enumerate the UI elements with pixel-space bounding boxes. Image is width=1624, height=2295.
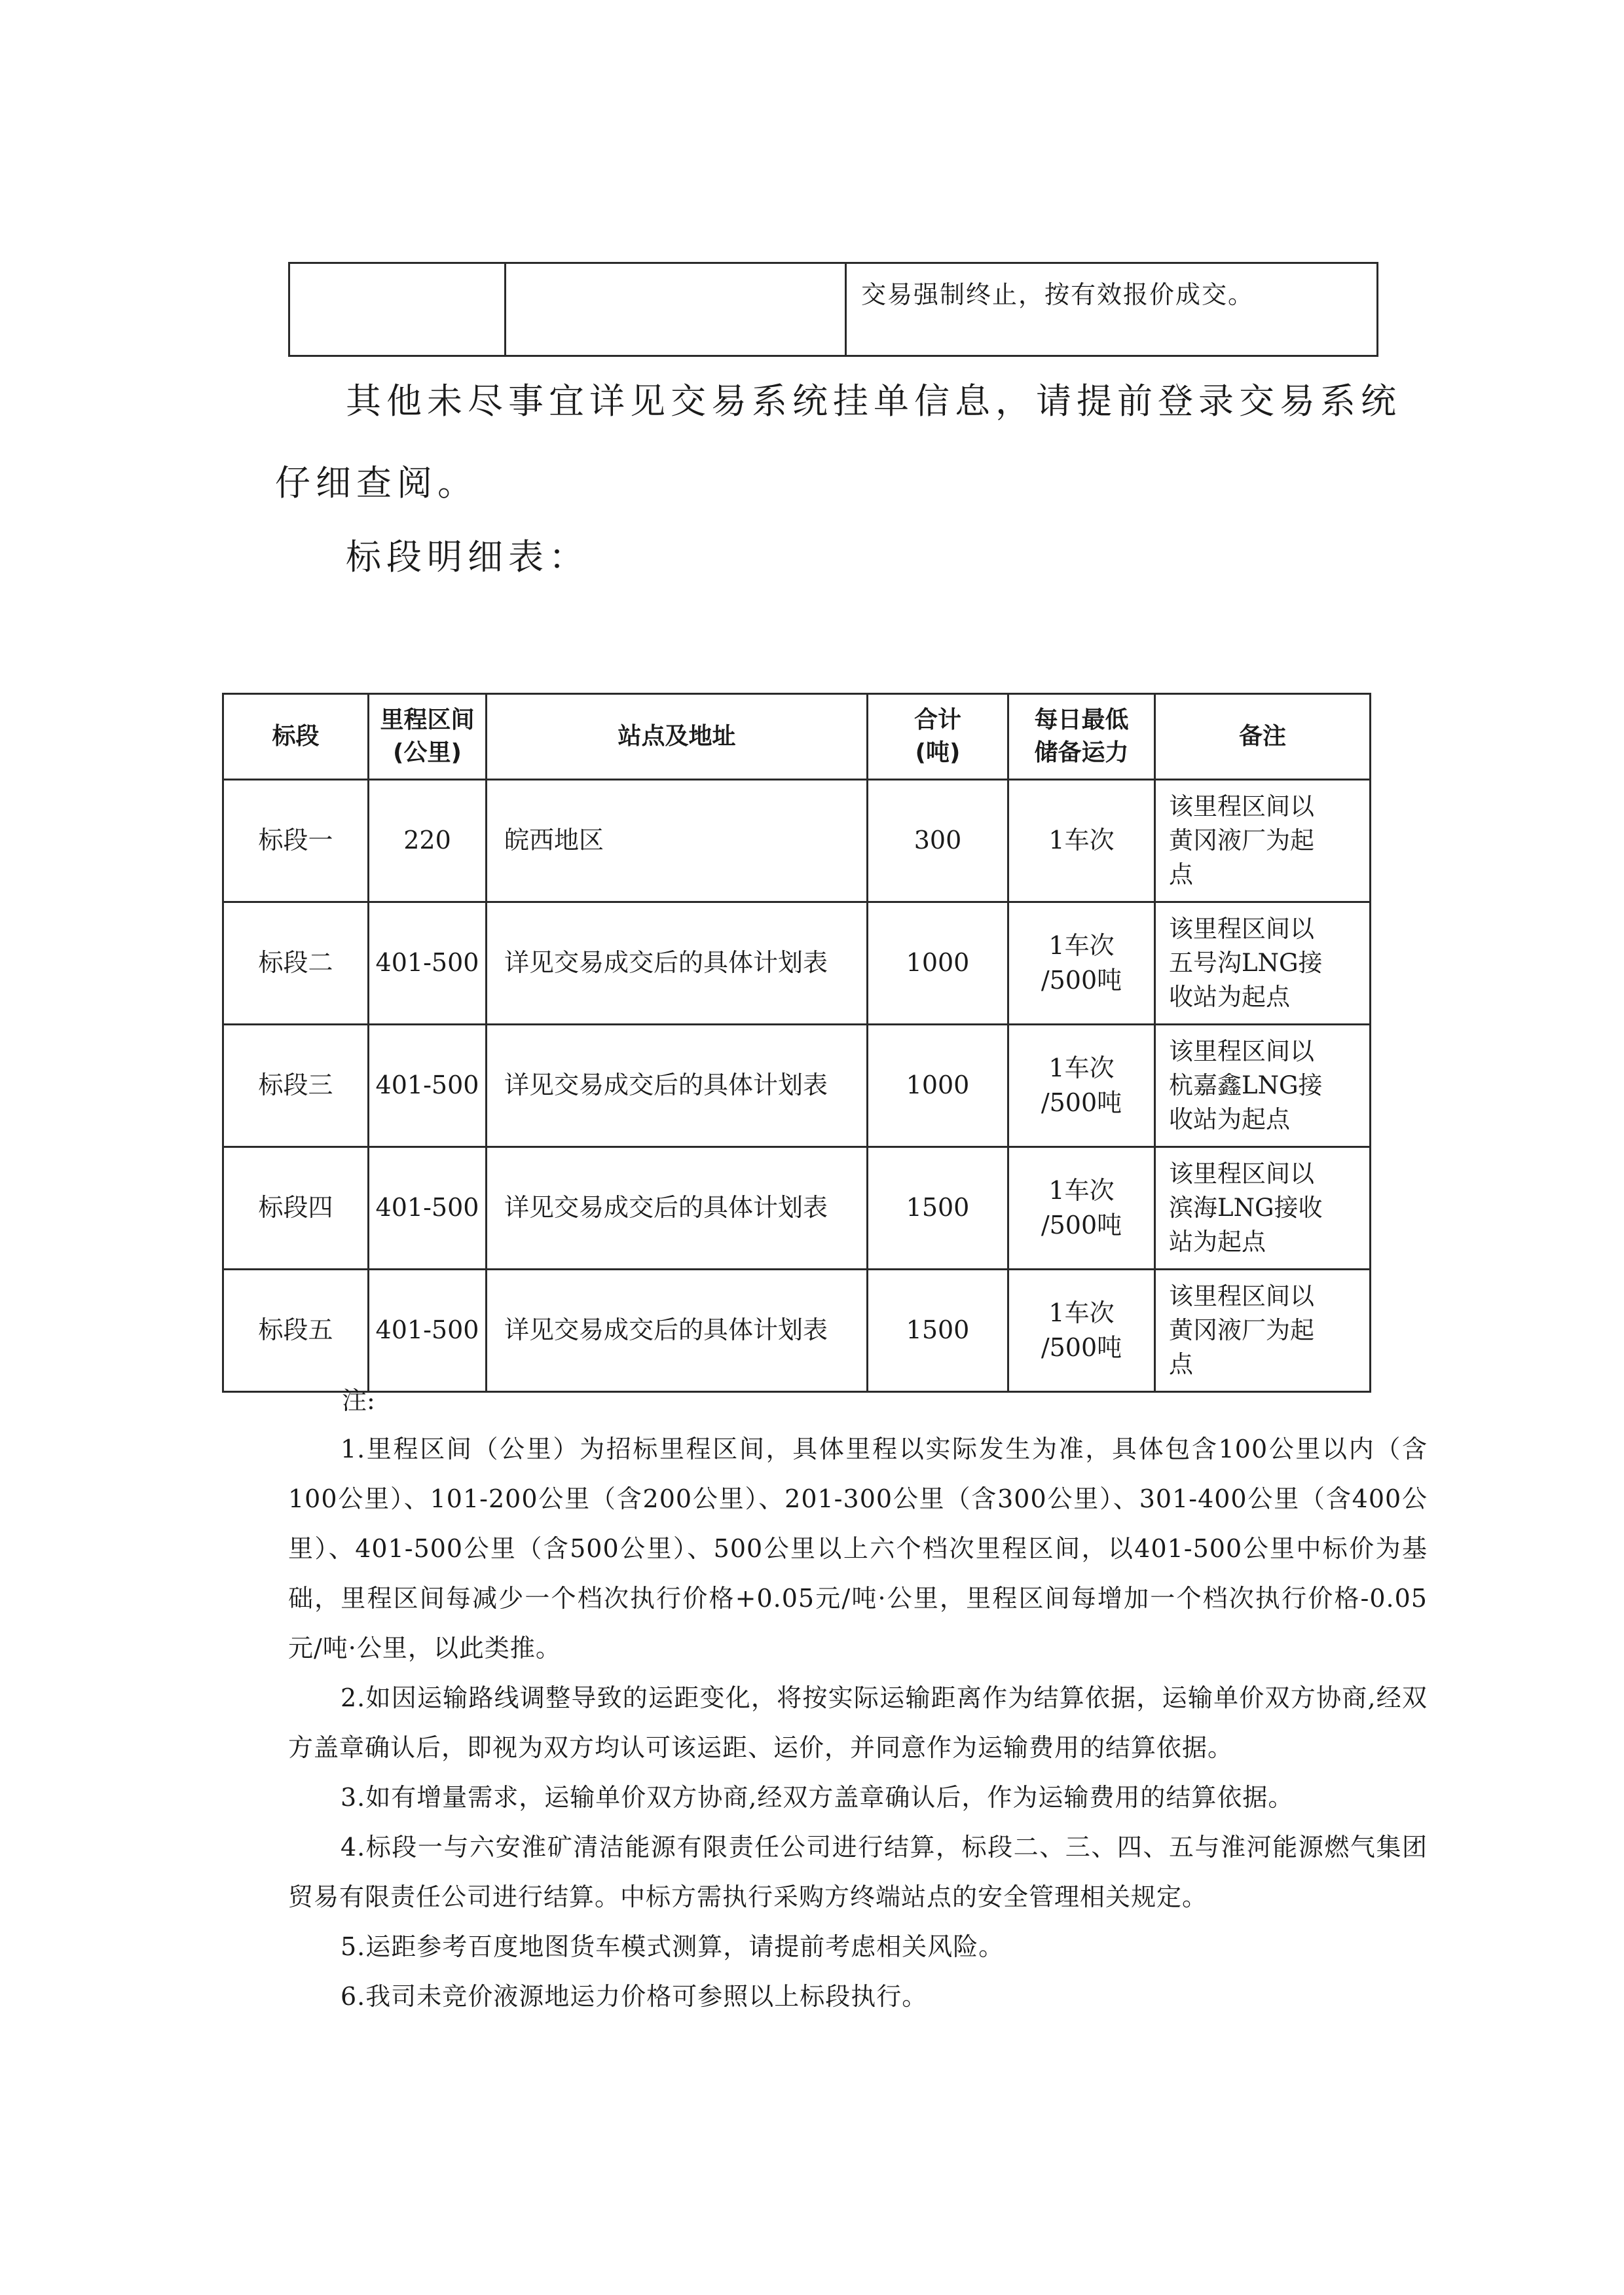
paragraph-line-2: 仔细查阅。	[275, 462, 478, 504]
header-station: 站点及地址	[487, 694, 868, 780]
cell-capacity: 1车次 /500吨	[1008, 1270, 1155, 1392]
cell-station: 详见交易成交后的具体计划表	[487, 1025, 868, 1147]
cell-total: 1500	[868, 1270, 1008, 1392]
empty-cell	[289, 263, 506, 356]
notes-label: 注:	[342, 1386, 375, 1415]
table-row	[223, 780, 1371, 902]
cell-mileage: 401-500	[369, 1147, 487, 1270]
cell-capacity: 1车次 /500吨	[1008, 1025, 1155, 1147]
table-header-row	[223, 694, 1371, 780]
table-row	[223, 1147, 1371, 1270]
header-total: 合计 (吨)	[868, 694, 1008, 780]
cell-section: 标段一	[223, 780, 369, 902]
table-row	[289, 263, 1378, 356]
notes-list	[288, 1424, 1428, 2021]
cell-capacity: 1车次	[1008, 780, 1155, 902]
cell-section: 标段四	[223, 1147, 369, 1270]
cell-total: 1000	[868, 1025, 1008, 1147]
cell-remark: 该里程区间以 杭嘉鑫LNG接 收站为起点	[1155, 1025, 1371, 1147]
cell-total: 1500	[868, 1147, 1008, 1270]
cell-mileage: 401-500	[369, 902, 487, 1025]
header-remark: 备注	[1155, 694, 1371, 780]
note-item: 1.里程区间（公里）为招标里程区间，具体里程以实际发生为准，具体包含100公里以内（含100公里）、101-200公里（含200公里）、201-300公里（含300公里）、301-400公里（含400公里）、401-500公里（含500公里）、500公里以上六个档次里程区间，以401-500公里中标价为基础，里程区间每减少一个档次执行价格+0.05元/吨·公里，里程区间每增加一个档次执行价格-0.05元/吨·公里，以此类推。	[288, 1435, 1428, 1662]
note-item: 6.我司未竞价液源地运力价格可参照以上标段执行。	[341, 1982, 928, 2011]
header-mileage: 里程区间 (公里)	[369, 694, 487, 780]
cell-section: 标段五	[223, 1270, 369, 1392]
cell-mileage: 220	[369, 780, 487, 902]
note-item: 2.如因运输路线调整导致的运距变化，将按实际运输距离作为结算依据，运输单价双方协商,经双方盖章确认后，即视为双方均认可该运距、运价，并同意作为运输费用的结算依据。	[288, 1683, 1428, 1762]
table-row	[223, 1270, 1371, 1392]
note-item: 3.如有增量需求，运输单价双方协商,经双方盖章确认后，作为运输费用的结算依据。	[341, 1783, 1294, 1812]
continuation-table	[288, 262, 1378, 357]
cell-station: 详见交易成交后的具体计划表	[487, 1147, 868, 1270]
note-item: 4.标段一与六安淮矿清洁能源有限责任公司进行结算，标段二、三、四、五与淮河能源燃气集团贸易有限责任公司进行结算。中标方需执行采购方终端站点的安全管理相关规定。	[288, 1833, 1428, 1911]
cell-station: 详见交易成交后的具体计划表	[487, 1270, 868, 1392]
header-section: 标段	[223, 694, 369, 780]
empty-cell	[506, 263, 846, 356]
table-heading: 标段明细表：	[346, 536, 589, 578]
cell-mileage: 401-500	[369, 1270, 487, 1392]
cell-station: 皖西地区	[487, 780, 868, 902]
cell-capacity: 1车次 /500吨	[1008, 902, 1155, 1025]
cell-capacity: 1车次 /500吨	[1008, 1147, 1155, 1270]
cell-remark: 该里程区间以 黄冈液厂为起 点	[1155, 1270, 1371, 1392]
header-capacity: 每日最低 储备运力	[1008, 694, 1155, 780]
note-item: 5.运距参考百度地图货车模式测算，请提前考虑相关风险。	[341, 1932, 1005, 1961]
cell-total: 1000	[868, 902, 1008, 1025]
cell-station: 详见交易成交后的具体计划表	[487, 902, 868, 1025]
section-detail-table	[222, 693, 1371, 1393]
cell-section: 标段二	[223, 902, 369, 1025]
cell-remark: 该里程区间以 滨海LNG接收 站为起点	[1155, 1147, 1371, 1270]
cell-mileage: 401-500	[369, 1025, 487, 1147]
continuation-text: 交易强制终止，按有效报价成交。	[846, 263, 1378, 356]
table-row	[223, 1025, 1371, 1147]
table-row	[223, 902, 1371, 1025]
paragraph-line-1: 其他未尽事宜详见交易系统挂单信息，请提前登录交易系统	[346, 380, 1401, 422]
cell-total: 300	[868, 780, 1008, 902]
cell-section: 标段三	[223, 1025, 369, 1147]
cell-remark: 该里程区间以 黄冈液厂为起 点	[1155, 780, 1371, 902]
cell-remark: 该里程区间以 五号沟LNG接 收站为起点	[1155, 902, 1371, 1025]
